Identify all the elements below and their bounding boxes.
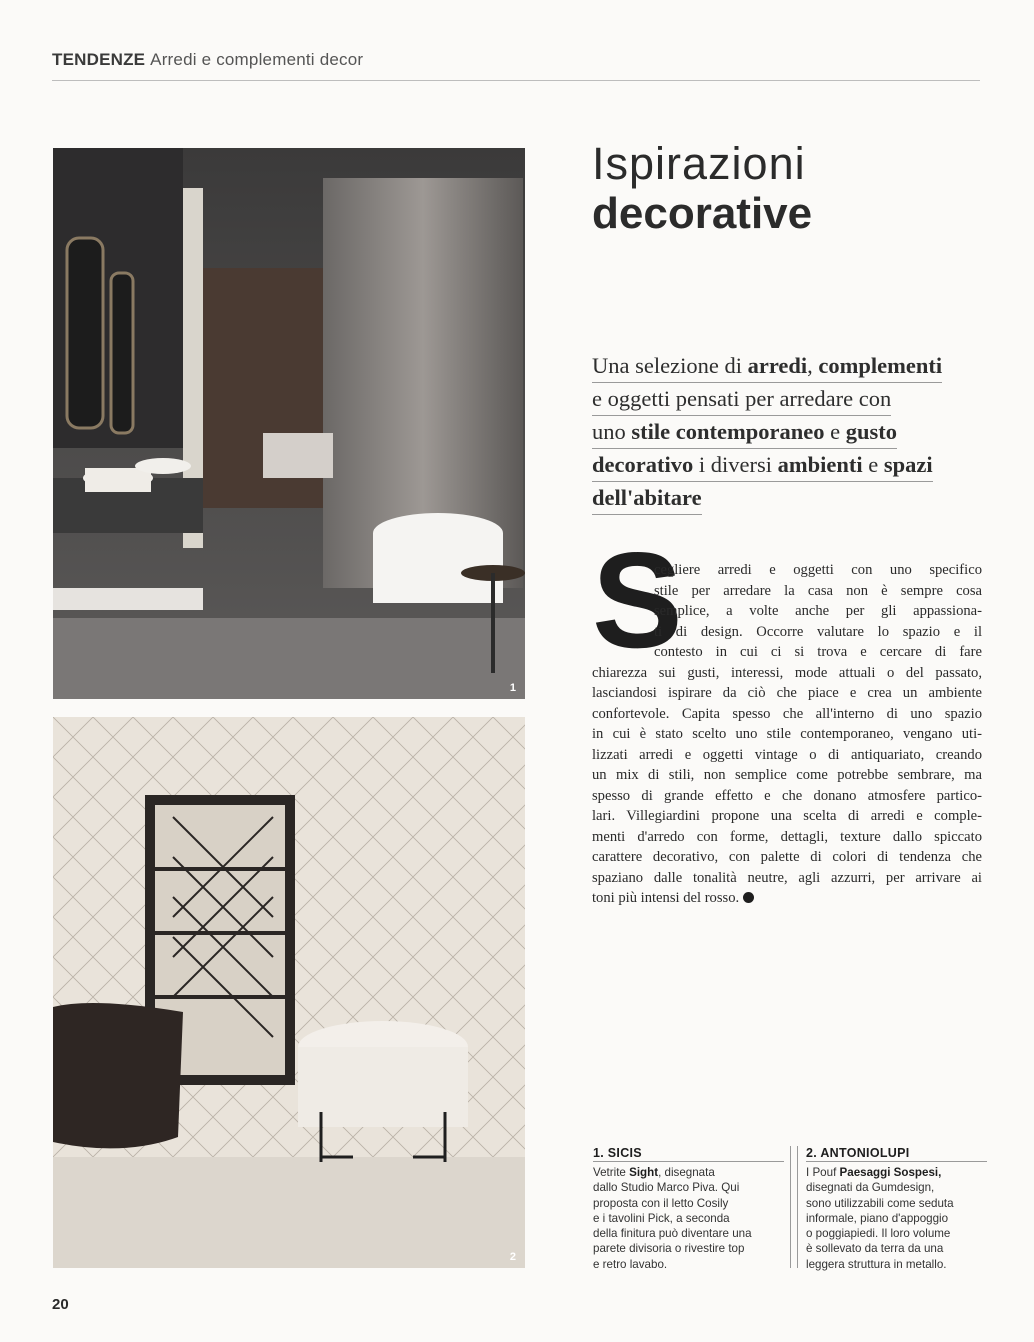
- body-line: contesto in cui ci si trova e cercare di fare: [654, 644, 982, 660]
- body-line: lizzati arredi e oggetti vintage o di antiquariato, creando: [592, 746, 982, 763]
- body-line: ti di design. Occorre valutare lo spazio e il: [654, 623, 982, 640]
- body-line: carattere decorativo, con palette di colori di tendenza che: [592, 849, 982, 865]
- caption-line: è sollevato da terra da una: [806, 1242, 944, 1256]
- caption-line: della finitura può diventare una: [593, 1227, 752, 1241]
- drop-cap: S: [592, 524, 683, 676]
- title-line-2: decorative: [592, 189, 813, 238]
- standfirst-line: e oggetti pensati per arredare con: [592, 383, 891, 416]
- body-line: menti d'arredo con forme, dettagli, texture dallo spiccato: [592, 828, 982, 845]
- page-number: 20: [52, 1296, 69, 1313]
- body-line: lasciandosi ispirare da ciò che piace e crea un ambiente: [592, 685, 982, 701]
- photo-bathroom-antoniolupi: [53, 717, 525, 1268]
- caption-line: disegnati da Gumdesign,: [806, 1181, 935, 1195]
- caption-line: o poggiapiedi. Il loro volume: [806, 1227, 951, 1241]
- header-rule: [52, 80, 980, 81]
- end-bullet-icon: [743, 892, 754, 903]
- section-subtitle: Arredi e complementi decor: [150, 50, 364, 69]
- caption-heading: 2. ANTONIOLUPI: [806, 1146, 987, 1162]
- body-line: spesso di grande effetto e che donano atmosfere partico-: [592, 787, 982, 804]
- caption-line: e i tavolini Pick, a seconda: [593, 1211, 730, 1225]
- body-line: stile per arredare la casa non è sempre cosa: [654, 582, 982, 599]
- caption-line: e retro lavabo.: [593, 1257, 668, 1271]
- standfirst-line: Una selezione di arredi, complementi: [592, 350, 942, 383]
- body-line: in cui è stato scelto uno stile contemporaneo, vengano uti-: [592, 726, 982, 742]
- caption-line: informale, piano d'appoggio: [806, 1211, 949, 1225]
- caption-line: Vetrite Sight, disegnata: [593, 1166, 715, 1179]
- caption-line: sono utilizzabili come seduta: [806, 1196, 954, 1210]
- photo-number-2: 2: [509, 1251, 516, 1263]
- caption-line: I Pouf Paesaggi Sospesi,: [806, 1166, 942, 1179]
- photo-number-1: 1: [509, 682, 516, 694]
- body-text: [592, 560, 982, 909]
- running-header: [52, 50, 363, 70]
- body-line-last: toni più intensi del rosso.: [592, 888, 982, 909]
- body-line: confortevole. Capita spesso che all'interno di uno spazio: [592, 705, 982, 722]
- body-line: lari. Villegiardini propone una scelta di arredi e comple-: [592, 808, 982, 824]
- standfirst: [592, 350, 1004, 515]
- standfirst-line: decorativo i diversi ambienti e spazi: [592, 449, 933, 482]
- section-label: TENDENZE: [52, 50, 146, 69]
- body-line: chiarezza sui gusti, interessi, mode attuali o del passato,: [592, 664, 982, 681]
- article-title: [592, 140, 812, 240]
- body-line: un mix di stili, non semplice come potrebbe sembrare, ma: [592, 767, 982, 783]
- body-line: semplice, a volte anche per gli appassiona-: [654, 603, 982, 619]
- standfirst-line: uno stile contemporaneo e gusto: [592, 416, 897, 449]
- caption-line: leggera struttura in metallo.: [806, 1257, 947, 1271]
- caption-antoniolupi: [797, 1146, 987, 1271]
- caption-line: proposta con il letto Cosily: [593, 1196, 729, 1210]
- photo-bathroom-sicis: [53, 148, 525, 699]
- caption-line: dallo Studio Marco Piva. Qui: [593, 1181, 740, 1195]
- body-line: spaziano dalle tonalità neutre, agli azzurri, per arrivare ai: [592, 869, 982, 886]
- caption-sicis: [593, 1146, 791, 1271]
- caption-line: parete divisoria o rivestire top: [593, 1242, 745, 1256]
- caption-heading: 1. SICIS: [593, 1146, 784, 1162]
- body-line: cegliere arredi e oggetti con uno specifico: [654, 562, 982, 578]
- standfirst-line: dell'abitare: [592, 482, 702, 515]
- title-line-1: Ispirazioni: [592, 138, 806, 189]
